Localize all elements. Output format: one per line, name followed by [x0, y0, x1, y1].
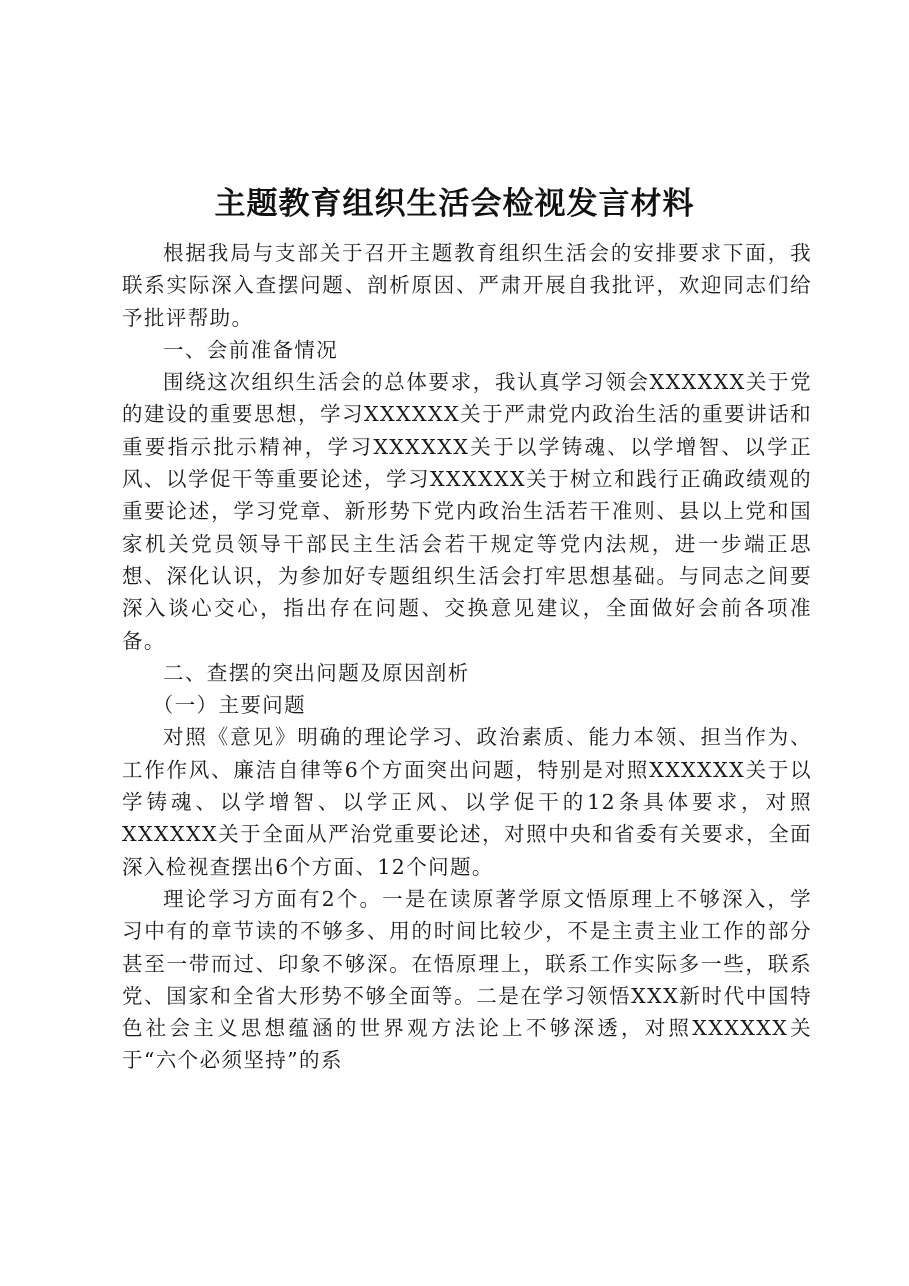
section-heading-problems: 二、查摆的突出问题及原因剖析 — [163, 660, 470, 685]
theory-study-paragraph: 理论学习方面有2个。一是在读原著学原文悟原理上不够深入，学习中有的章节读的不够多、用的时间比较少，不是主责主业工作的部分甚至一带而过、印象不够深。在悟原理上，联系工作实际多一些，联系党、国家和全省大形势不够全面等。二是在学习领悟XXX新时代中国特色社会主义思想蕴涵的世界观方法论上不够深透，对照XXXXXX关于“六个必须坚持”的系 — [122, 886, 812, 1073]
document-title: 主题教育组织生活会检视发言材料 — [214, 186, 695, 222]
main-problems-paragraph: 对照《意见》明确的理论学习、政治素质、能力本领、担当作为、工作作风、廉洁自律等6个方面突出问题，特别是对照XXXXXX关于以学铸魂、以学增智、以学正风、以学促干的12条具体要求，对照XXXXXX关于全面从严治党重要论述，对照中央和省委有关要求，全面深入检视查摆出6个方面、12个问题。 — [122, 725, 812, 879]
preparation-paragraph: 围绕这次组织生活会的总体要求，我认真学习领会XXXXXX关于党的建设的重要思想，学习XXXXXX关于严肃党内政治生活的重要讲话和重要指示批示精神，学习XXXXXX关于以学铸魂、以学增智、以学正风、以学促干等重要论述，学习XXXXXX关于树立和践行正确政绩观的重要论述，学习党章、新形势下党内政治生活若干准则、县以上党和国家机关党员领导干部民主生活会若干规定等党内法规，进一步端正思想、深化认识，为参加好专题组织生活会打牢思想基础。与同志之间要深入谈心交心，指出存在问题、交换意见建议，全面做好会前各项准备。 — [122, 370, 812, 653]
document-body — [122, 237, 812, 1077]
intro-paragraph: 根据我局与支部关于召开主题教育组织生活会的安排要求下面，我联系实际深入查摆问题、剖析原因、严肃开展自我批评，欢迎同志们给予批评帮助。 — [122, 241, 812, 330]
subsection-heading-main-problems: （一）主要问题 — [152, 693, 307, 718]
section-heading-preparation: 一、会前准备情况 — [163, 337, 339, 362]
